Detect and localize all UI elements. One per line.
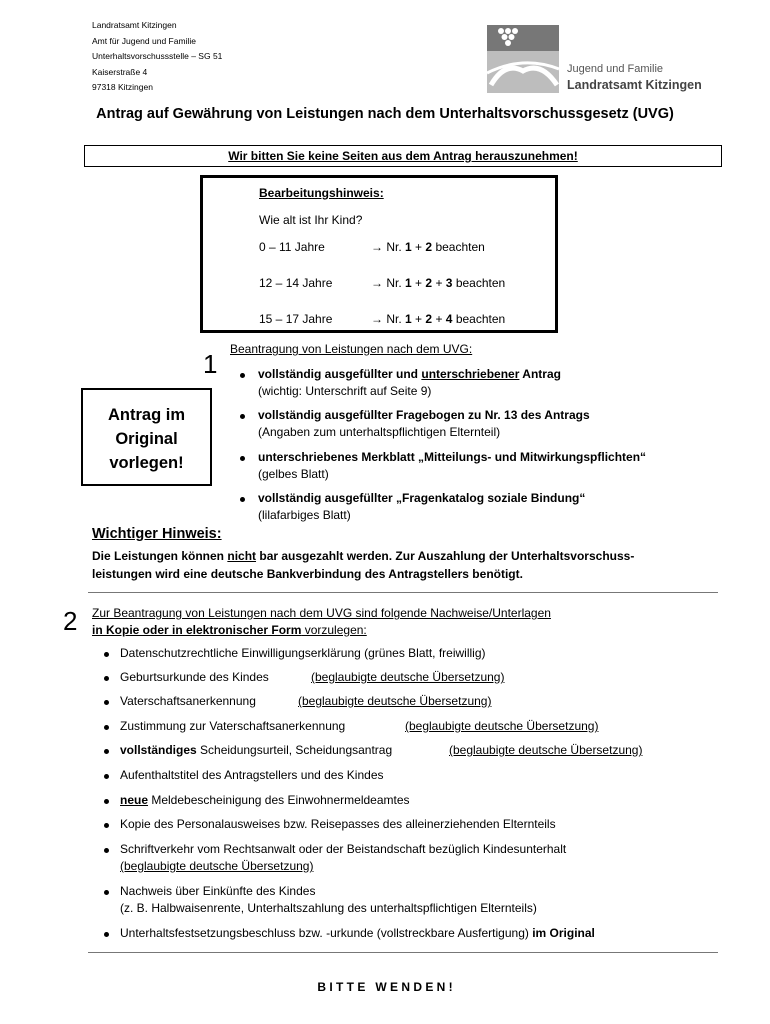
bullet-icon <box>104 749 109 754</box>
hint-question: Wie alt ist Ihr Kind? <box>259 213 363 227</box>
bullet-icon <box>104 652 109 657</box>
divider <box>88 952 718 953</box>
section1-heading: Beantragung von Leistungen nach dem UVG: <box>230 342 473 356</box>
hint-heading: Bearbeitungshinweis: <box>259 186 384 200</box>
bullet-icon <box>104 700 109 705</box>
list-item: Kopie des Personalausweises bzw. Reisepasses des alleinerziehenden Elternteils <box>120 817 556 831</box>
address-line: Amt für Jugend und Familie <box>92 35 196 46</box>
address-line: 97318 Kitzingen <box>92 82 153 92</box>
list-item: Zustimmung zur Vaterschaftsanerkennung <box>120 719 346 733</box>
bullet-icon <box>104 725 109 730</box>
box-line: Original <box>115 430 178 448</box>
section-number: 1 <box>203 349 218 379</box>
section2-intro: Zur Beantragung von Leistungen nach dem UVG sind folgende Nachweise/Unterlagen in Kopie oder in elektronischer Form vorzulegen: <box>92 606 551 637</box>
list-item: vollständig ausgefüllter und unterschriebener Antrag (wichtig: Unterschrift auf Seite 9) <box>258 367 561 398</box>
list-item: vollständig ausgefüllter „Fragenkatalog soziale Bindung“ (lilafarbiges Blatt) <box>258 491 586 522</box>
bullet-icon <box>240 414 245 419</box>
bullet-icon <box>104 774 109 779</box>
list-item: neue Meldebescheinigung des Einwohnermeldeamtes <box>120 793 410 807</box>
divider <box>88 592 718 593</box>
list-item: Geburtsurkunde des Kindes <box>120 670 269 684</box>
hint-instruction: → Nr. 1 + 2 + 3 beachten <box>371 276 506 290</box>
translation-note: (beglaubigte deutsche Übersetzung) <box>298 694 492 708</box>
list-item: Aufenthaltstitel des Antragstellers und des Kindes <box>120 768 384 782</box>
list-item: Unterhaltsfestsetzungsbeschluss bzw. -urkunde (vollstreckbare Ausfertigung) im Original <box>120 926 595 940</box>
list-item: vollständig ausgefüllter Fragebogen zu Nr. 13 des Antrags (Angaben zum unterhaltspflichtigen Elternteil) <box>258 408 590 439</box>
bullet-icon <box>104 848 109 853</box>
bullet-icon <box>240 456 245 461</box>
notice-banner: Wir bitten Sie keine Seiten aus dem Antrag herauszunehmen! <box>84 145 722 167</box>
list-item: Nachweis über Einkünfte des Kindes (z. B. Halbwaisenrente, Unterhaltszahlung des unterhaltspflichtigen Elternteils) <box>120 884 537 915</box>
bullet-icon <box>240 373 245 378</box>
address-line: Landratsamt Kitzingen <box>92 20 177 30</box>
translation-note: (beglaubigte deutsche Übersetzung) <box>405 719 599 733</box>
list-item: Schriftverkehr vom Rechtsanwalt oder der Beistandschaft bezüglich Kindesunterhalt (beglaubigte deutsche Übersetzung) <box>120 842 567 873</box>
age-range: 12 – 14 Jahre <box>259 276 333 290</box>
landratsamt-logo <box>487 25 559 93</box>
hint-instruction: → Nr. 1 + 2 beachten <box>371 240 485 254</box>
page-title: Antrag auf Gewährung von Leistungen nach dem Unterhaltsvorschussgesetz (UVG) <box>96 106 674 122</box>
list-item: unterschriebenes Merkblatt „Mitteilungs- und Mitwirkungspflichten“ (gelbes Blatt) <box>258 450 647 481</box>
bullet-icon <box>104 823 109 828</box>
logo-dept-text: Jugend und Familie <box>567 63 664 75</box>
logo-org-text: Landratsamt Kitzingen <box>567 78 702 92</box>
submit-original-box <box>81 388 212 486</box>
logo-graphic-icon <box>487 25 559 93</box>
translation-note: (beglaubigte deutsche Übersetzung) <box>311 670 505 684</box>
important-heading: Wichtiger Hinweis: <box>92 526 222 542</box>
box-line: Antrag im <box>107 406 185 424</box>
address-line: Kaiserstraße 4 <box>92 66 148 77</box>
age-range: 15 – 17 Jahre <box>259 312 333 326</box>
bullet-icon <box>104 890 109 895</box>
important-text: Die Leistungen können nicht bar ausgezahlt werden. Zur Auszahlung der Unterhaltsvorschuss- leistungen wird eine deutsche Bankverbindung des Antragstellers benötigt. <box>92 549 635 581</box>
translation-note: (beglaubigte deutsche Übersetzung) <box>449 743 643 757</box>
bullet-icon <box>104 932 109 937</box>
please-turn-over: B I T T E W E N D E N ! <box>317 980 453 994</box>
bullet-icon <box>104 799 109 804</box>
list-item: vollständiges Scheidungsurteil, Scheidungsantrag <box>120 743 393 757</box>
list-item: Vaterschaftsanerkennung <box>120 694 256 708</box>
section-number: 2 <box>63 606 78 636</box>
bullet-icon <box>104 676 109 681</box>
hint-instruction: → Nr. 1 + 2 + 4 beachten <box>371 312 506 326</box>
sender-address <box>92 18 222 96</box>
box-line: vorlegen! <box>109 454 184 472</box>
age-range: 0 – 11 Jahre <box>259 240 325 254</box>
list-item: Datenschutzrechtliche Einwilligungserklärung (grünes Blatt, freiwillig) <box>120 646 486 660</box>
address-line: Unterhaltsvorschussstelle – SG 51 <box>92 51 223 61</box>
processing-hint-box <box>200 175 558 333</box>
bullet-icon <box>240 497 245 502</box>
